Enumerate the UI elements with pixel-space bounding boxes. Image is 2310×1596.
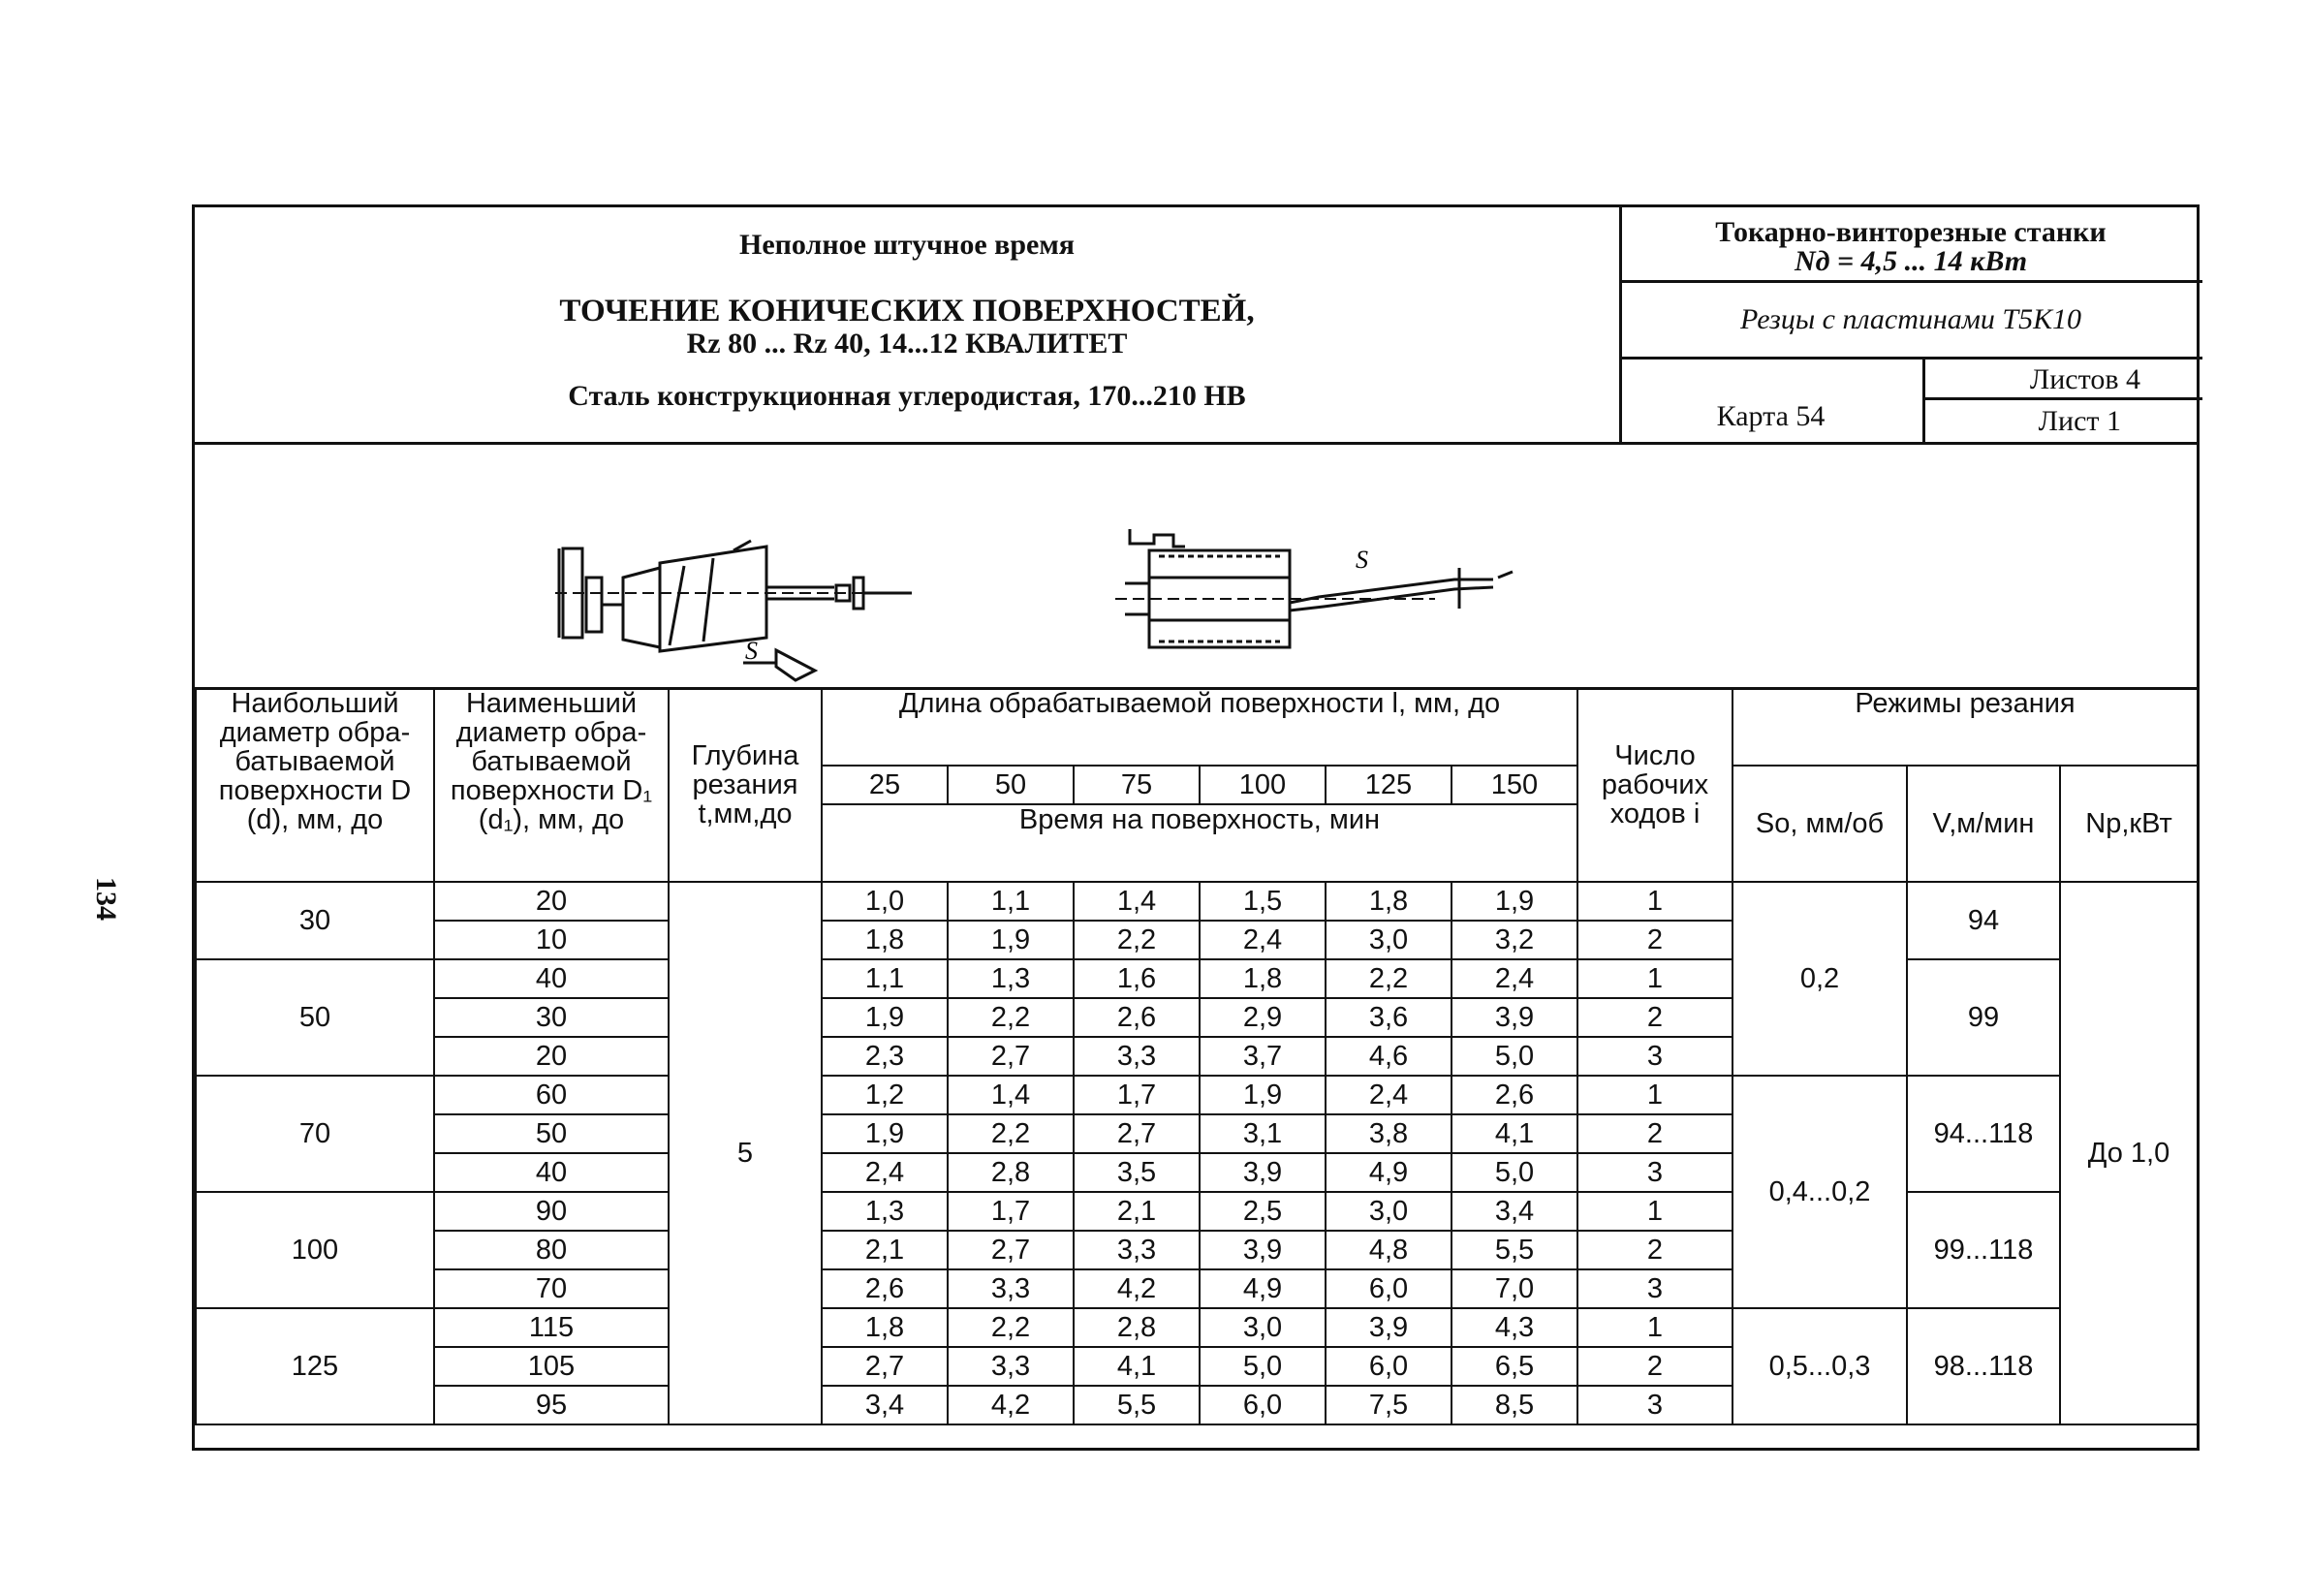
col-smallest-diameter	[434, 688, 669, 882]
time-cell: 2,4	[822, 1153, 948, 1192]
time-cell: 2,5	[1200, 1192, 1326, 1231]
machines-cell	[1619, 207, 2202, 283]
page-number: 134	[90, 877, 122, 921]
power-cell: До 1,0	[2060, 882, 2198, 1424]
length-75: 75	[1074, 766, 1200, 804]
card-header	[195, 207, 2197, 445]
smallest-diameter-cell: 90	[434, 1192, 669, 1231]
time-cell: 6,5	[1452, 1347, 1577, 1386]
time-cell: 4,9	[1326, 1153, 1452, 1192]
time-cell: 3,0	[1326, 921, 1452, 959]
feed-cell: 0,2	[1732, 882, 1907, 1076]
time-cell: 2,3	[822, 1037, 948, 1076]
time-cell: 1,5	[1200, 882, 1326, 921]
card-info	[1619, 207, 2202, 442]
col-smallest-diameter-text: Наименьший диаметр обра-батываемой поверхности D₁ (d₁), мм, до	[450, 688, 653, 835]
col-largest-diameter: Наибольший диаметр обра-батываемой поверхности D (d), мм, до	[196, 688, 434, 882]
smallest-diameter-cell: 80	[434, 1231, 669, 1269]
passes-cell: 3	[1577, 1153, 1732, 1192]
time-cell: 4,3	[1452, 1308, 1577, 1347]
largest-diameter-cell: 100	[196, 1192, 434, 1308]
time-cell: 2,2	[1074, 921, 1200, 959]
largest-diameter-cell: 50	[196, 959, 434, 1076]
time-cell: 2,9	[1200, 998, 1326, 1037]
feed-label-2: S	[1356, 546, 1368, 574]
time-cell: 3,1	[1200, 1114, 1326, 1153]
time-cell: 2,8	[948, 1153, 1074, 1192]
super-title: Неполное штучное время	[738, 229, 1076, 261]
speed-cell: 99...118	[1907, 1192, 2060, 1308]
time-cell: 3,3	[948, 1269, 1074, 1308]
time-cell: 4,6	[1326, 1037, 1452, 1076]
passes-cell: 1	[1577, 882, 1732, 921]
passes-cell: 2	[1577, 1347, 1732, 1386]
smallest-diameter-cell: 70	[434, 1269, 669, 1308]
title-line-1: ТОЧЕНИЕ КОНИЧЕСКИХ ПОВЕРХНОСТЕЙ,	[559, 294, 1255, 329]
smallest-diameter-cell: 40	[434, 959, 669, 998]
col-length-group: Длина обрабатываемой поверхности l, мм, до	[822, 688, 1577, 766]
time-cell: 4,1	[1074, 1347, 1200, 1386]
col-passes: Число рабочих ходов i	[1577, 688, 1732, 882]
largest-diameter-cell: 70	[196, 1076, 434, 1192]
time-cell: 3,7	[1200, 1037, 1326, 1076]
time-cell: 1,3	[822, 1192, 948, 1231]
time-cell: 1,7	[948, 1192, 1074, 1231]
time-cell: 1,9	[822, 1114, 948, 1153]
internal-taper-sketch	[1115, 529, 1513, 647]
time-cell: 3,3	[1074, 1231, 1200, 1269]
time-cell: 7,0	[1452, 1269, 1577, 1308]
largest-diameter-cell: 125	[196, 1308, 434, 1424]
time-norm-table-wrap	[195, 687, 2197, 1448]
length-50: 50	[948, 766, 1074, 804]
smallest-diameter-cell: 60	[434, 1076, 669, 1114]
time-cell: 2,1	[822, 1231, 948, 1269]
feed-cell: 0,4...0,2	[1732, 1076, 1907, 1308]
passes-cell: 2	[1577, 1114, 1732, 1153]
time-cell: 3,3	[1074, 1037, 1200, 1076]
time-cell: 8,5	[1452, 1386, 1577, 1424]
col-power: Nр,кВт	[2060, 766, 2198, 882]
smallest-diameter-cell: 50	[434, 1114, 669, 1153]
time-cell: 1,9	[948, 921, 1074, 959]
material-subtitle: Сталь конструкционная углеродистая, 170...210 НВ	[568, 380, 1246, 412]
time-cell: 5,5	[1074, 1386, 1200, 1424]
time-cell: 2,6	[1452, 1076, 1577, 1114]
time-cell: 1,8	[1326, 882, 1452, 921]
col-speed: V,м/мин	[1907, 766, 2060, 882]
time-cell: 7,5	[1326, 1386, 1452, 1424]
time-cell: 3,9	[1326, 1308, 1452, 1347]
col-modes: Режимы резания	[1732, 688, 2198, 766]
card-number: Карта 54	[1619, 360, 1925, 442]
sketches-row	[195, 442, 2197, 690]
smallest-diameter-cell: 115	[434, 1308, 669, 1347]
time-cell: 1,3	[948, 959, 1074, 998]
time-cell: 3,9	[1200, 1153, 1326, 1192]
time-cell: 1,4	[948, 1076, 1074, 1114]
col-time: Время на поверхность, мин	[822, 804, 1577, 882]
time-cell: 2,6	[822, 1269, 948, 1308]
time-cell: 6,0	[1326, 1269, 1452, 1308]
speed-cell: 99	[1907, 959, 2060, 1076]
time-cell: 5,0	[1452, 1153, 1577, 1192]
smallest-diameter-cell: 95	[434, 1386, 669, 1424]
passes-cell: 2	[1577, 921, 1732, 959]
time-cell: 2,4	[1326, 1076, 1452, 1114]
time-cell: 1,1	[822, 959, 948, 998]
table-row	[196, 1076, 2198, 1114]
speed-cell: 98...118	[1907, 1308, 2060, 1424]
time-cell: 2,6	[1074, 998, 1200, 1037]
smallest-diameter-cell: 20	[434, 882, 669, 921]
main-title	[195, 295, 1619, 360]
passes-cell: 3	[1577, 1037, 1732, 1076]
time-cell: 3,4	[1452, 1192, 1577, 1231]
time-cell: 4,8	[1326, 1231, 1452, 1269]
feed-cell: 0,5...0,3	[1732, 1308, 1907, 1424]
time-cell: 4,2	[1074, 1269, 1200, 1308]
time-cell: 2,2	[948, 1308, 1074, 1347]
time-cell: 1,8	[822, 921, 948, 959]
time-cell: 1,4	[1074, 882, 1200, 921]
time-cell: 2,2	[948, 1114, 1074, 1153]
time-cell: 3,2	[1452, 921, 1577, 959]
sheet-number: Лист 1	[2038, 405, 2121, 437]
time-cell: 1,8	[1200, 959, 1326, 998]
time-cell: 1,9	[1452, 882, 1577, 921]
smallest-diameter-cell: 30	[434, 998, 669, 1037]
time-cell: 4,1	[1452, 1114, 1577, 1153]
passes-cell: 3	[1577, 1386, 1732, 1424]
feed-label-1: S	[745, 637, 758, 665]
time-cell: 3,9	[1452, 998, 1577, 1037]
time-cell: 3,3	[948, 1347, 1074, 1386]
time-cell: 6,0	[1200, 1386, 1326, 1424]
length-100: 100	[1200, 766, 1326, 804]
time-cell: 3,9	[1200, 1231, 1326, 1269]
time-cell: 3,0	[1326, 1192, 1452, 1231]
passes-cell: 2	[1577, 1231, 1732, 1269]
tools-cell: Резцы с пластинами Т5К10	[1619, 283, 2202, 360]
external-taper-sketch	[555, 541, 912, 680]
smallest-diameter-cell: 10	[434, 921, 669, 959]
time-cell: 4,9	[1200, 1269, 1326, 1308]
time-cell: 2,4	[1200, 921, 1326, 959]
length-125: 125	[1326, 766, 1452, 804]
sheets-total: Листов 4	[1925, 360, 2202, 400]
largest-diameter-cell: 30	[196, 882, 434, 959]
time-cell: 2,2	[948, 998, 1074, 1037]
time-cell: 3,0	[1200, 1308, 1326, 1347]
passes-cell: 1	[1577, 1076, 1732, 1114]
time-cell: 2,4	[1452, 959, 1577, 998]
time-norm-table	[195, 687, 2199, 1425]
time-cell: 5,0	[1452, 1037, 1577, 1076]
machines-line-1: Токарно-винторезные станки	[1715, 216, 2107, 248]
passes-cell: 2	[1577, 998, 1732, 1037]
time-cell: 2,7	[822, 1347, 948, 1386]
norm-card	[192, 204, 2200, 1451]
time-cell: 1,6	[1074, 959, 1200, 998]
time-cell: 1,1	[948, 882, 1074, 921]
passes-cell: 1	[1577, 1308, 1732, 1347]
time-cell: 3,4	[822, 1386, 948, 1424]
table-row	[196, 882, 2198, 921]
speed-cell: 94	[1907, 882, 2060, 959]
length-150: 150	[1452, 766, 1577, 804]
time-cell: 6,0	[1326, 1347, 1452, 1386]
time-cell: 5,0	[1200, 1347, 1326, 1386]
time-cell: 3,5	[1074, 1153, 1200, 1192]
time-cell: 1,8	[822, 1308, 948, 1347]
passes-cell: 3	[1577, 1269, 1732, 1308]
title-block	[195, 207, 1622, 442]
time-cell: 2,7	[948, 1037, 1074, 1076]
smallest-diameter-cell: 40	[434, 1153, 669, 1192]
smallest-diameter-cell: 20	[434, 1037, 669, 1076]
depth-cell: 5	[669, 882, 822, 1424]
table-row	[196, 1308, 2198, 1347]
time-cell: 2,7	[948, 1231, 1074, 1269]
passes-cell: 1	[1577, 1192, 1732, 1231]
speed-cell: 94...118	[1907, 1076, 2060, 1192]
passes-cell: 1	[1577, 959, 1732, 998]
title-line-2: Rz 80 ... Rz 40, 14...12 КВАЛИТЕТ	[686, 328, 1128, 360]
time-cell: 2,7	[1074, 1114, 1200, 1153]
time-cell: 2,1	[1074, 1192, 1200, 1231]
time-cell: 1,0	[822, 882, 948, 921]
machines-line-2: Nд = 4,5 ... 14 кВт	[1794, 245, 2028, 277]
time-cell: 1,9	[1200, 1076, 1326, 1114]
col-depth: Глубина резания t,мм,до	[669, 688, 822, 882]
time-cell: 2,2	[1326, 959, 1452, 998]
time-cell: 1,9	[822, 998, 948, 1037]
smallest-diameter-cell: 105	[434, 1347, 669, 1386]
time-cell: 1,7	[1074, 1076, 1200, 1114]
table-body	[196, 882, 2198, 1424]
time-cell: 2,8	[1074, 1308, 1200, 1347]
time-cell: 1,2	[822, 1076, 948, 1114]
time-cell: 3,6	[1326, 998, 1452, 1037]
time-cell: 3,8	[1326, 1114, 1452, 1153]
time-cell: 5,5	[1452, 1231, 1577, 1269]
col-feed: So, мм/об	[1732, 766, 1907, 882]
time-cell: 4,2	[948, 1386, 1074, 1424]
turning-sketches	[195, 442, 2197, 687]
length-25: 25	[822, 766, 948, 804]
